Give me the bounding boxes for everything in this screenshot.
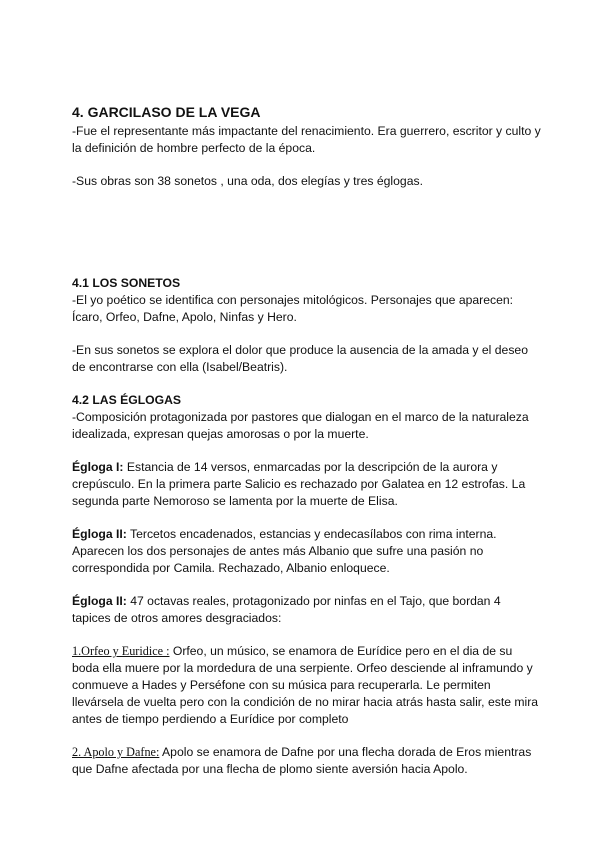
section-title-sonetos: 4.1 LOS SONETOS (72, 276, 181, 290)
paragraph-sonetos-1: -El yo poético se identifica con personajes mitológicos. Personajes que aparecen: Ícaro, Orfeo, Dafne, Apolo, Ninfas y Hero. (72, 293, 514, 324)
orfeo-label: 1.Orfeo y Euridice : (72, 644, 170, 658)
paragraph-egloga-3 (72, 593, 542, 627)
document-page (72, 104, 542, 778)
paragraph-eglogas-intro: -Composición protagonizada por pastores que dialogan en el marco de la naturaleza idealizada, expresan quejas amorosas o por la muerte. (72, 410, 529, 441)
egloga-3-text: 47 octavas reales, protagonizado por ninfas en el Tajo, que bordan 4 tapices de otros amores desgraciados: (72, 594, 501, 625)
paragraph-apolo (72, 744, 542, 778)
apolo-label: 2. Apolo y Dafne: (72, 745, 160, 759)
paragraph-works: -Sus obras son 38 sonetos , una oda, dos elegías y tres églogas. (72, 174, 423, 188)
egloga-3-label: Égloga II: (72, 594, 127, 608)
egloga-1-label: Égloga I: (72, 460, 124, 474)
egloga-1-text: Estancia de 14 versos, enmarcadas por la descripción de la aurora y crepúsculo. En la primera parte Salicio es rechazado por Galatea en 12 estrofas. La segunda parte Nemoroso se lamenta por la muerte de Elisa. (72, 460, 526, 508)
apolo-text: Apolo se enamora de Dafne por una flecha dorada de Eros mientras que Dafne afectada por una flecha de plomo siente aversión hacia Apolo. (72, 745, 532, 776)
paragraph-egloga-2 (72, 526, 542, 577)
paragraph-orfeo (72, 643, 542, 728)
orfeo-text: Orfeo, un músico, se enamora de Eurídice pero en el dia de su boda ella muere por la mordedura de una serpiente. Orfeo desciende al inframundo y conmueve a Hades y Perséfone con su música para recuperarla. Le permiten llevársela de vuelta pero con la condición de no mirar hacia atrás hasta salir, este mira antes de tiempo perdiendo a Eurídice por completo (72, 644, 539, 726)
paragraph-egloga-1 (72, 459, 542, 510)
section-title-eglogas: 4.2 LAS ÉGLOGAS (72, 393, 182, 407)
egloga-2-label: Égloga II: (72, 527, 127, 541)
egloga-2-text: Tercetos encadenados, estancias y endecasílabos con rima interna. Aparecen los dos personajes de antes más Albanio que sufre una pasión no correspondida por Camila. Rechazado, Albanio enloquece. (72, 527, 497, 575)
section-title-garcilaso: 4. GARCILASO DE LA VEGA (72, 104, 261, 120)
paragraph-sonetos-2: -En sus sonetos se explora el dolor que produce la ausencia de la amada y el deseo de encontrarse con ella (Isabel/Beatris). (72, 343, 528, 374)
paragraph-intro: -Fue el representante más impactante del renacimiento. Era guerrero, escritor y culto y la definición de hombre perfecto de la época. (72, 124, 541, 155)
